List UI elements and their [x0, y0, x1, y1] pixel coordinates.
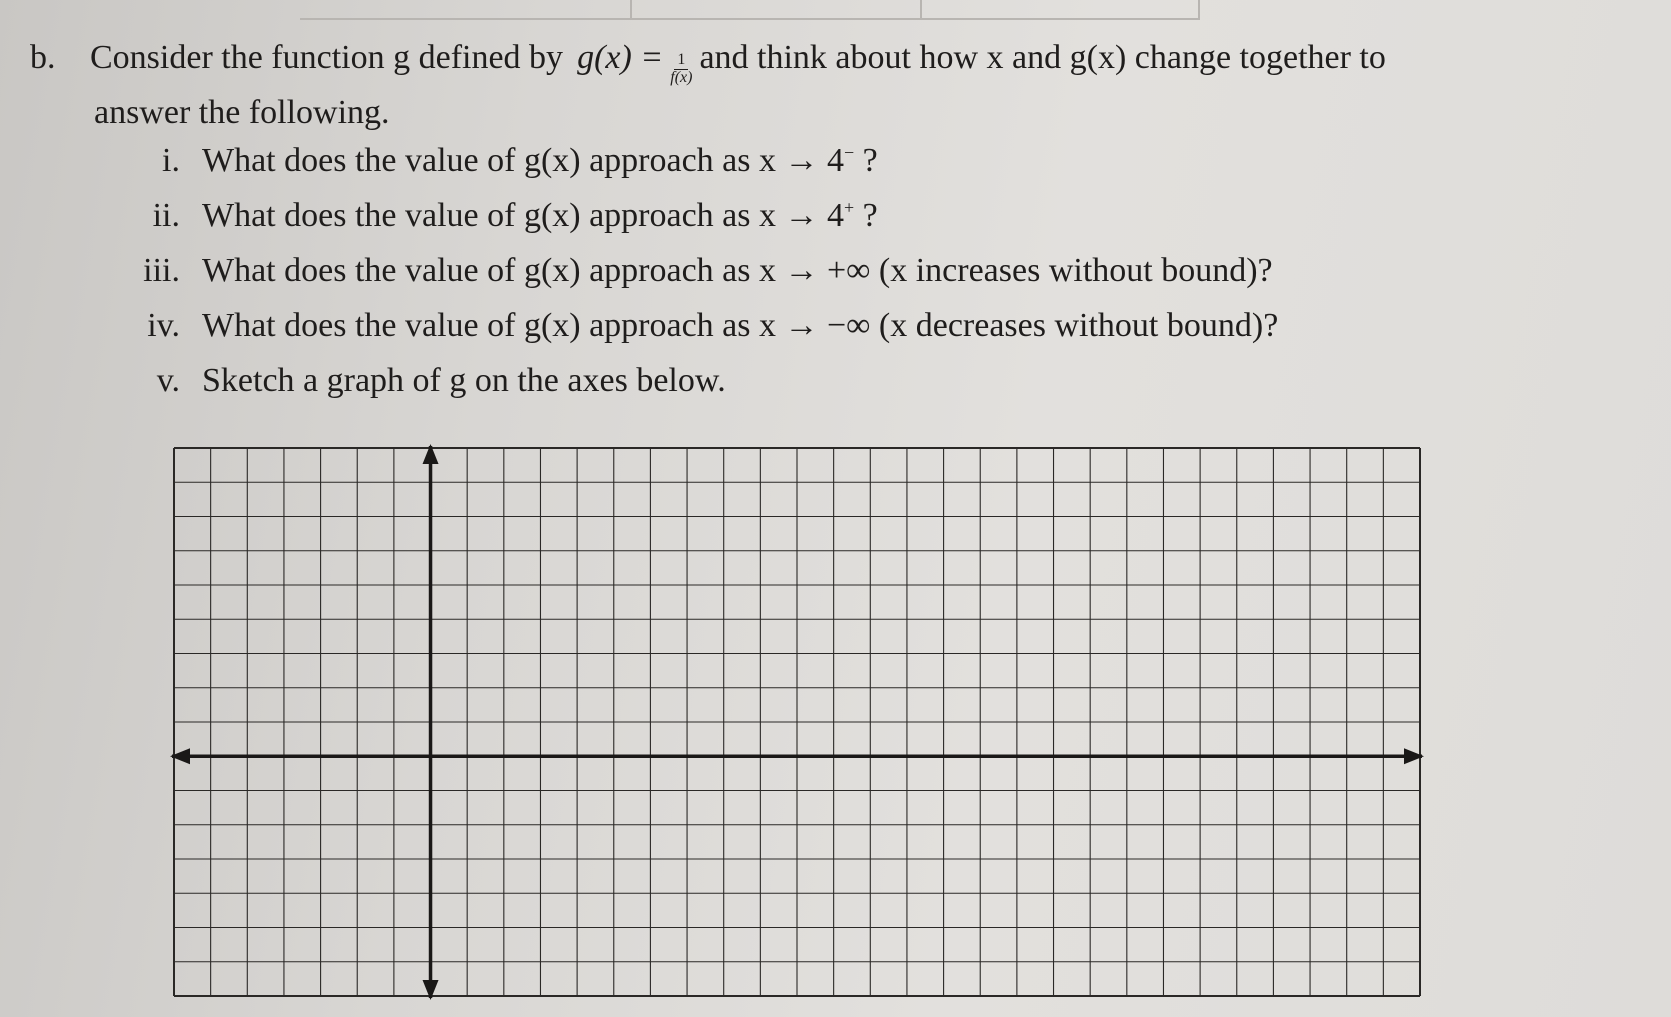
graph-grid[interactable] [168, 442, 1426, 1002]
question-number: i. [162, 142, 180, 180]
question-text: What does the value of g(x) approach as x → 4− ? [202, 142, 878, 180]
question-text: What does the value of g(x) approach as x → −∞ (x decreases without bound)? [202, 307, 1279, 345]
question-list [30, 141, 1640, 416]
intro-line [30, 38, 1640, 91]
problem-text [30, 38, 1640, 416]
question-text: What does the value of g(x) approach as x → +∞ (x increases without bound)? [202, 252, 1273, 290]
question-number: ii. [152, 197, 180, 235]
question-text: What does the value of g(x) approach as x → 4+ ? [202, 197, 878, 235]
question-number: v. [156, 362, 180, 400]
question-item [110, 196, 1640, 251]
question-item [110, 361, 1640, 416]
g-expression: g(x) = [577, 39, 664, 76]
question-item [110, 141, 1640, 196]
question-number: iv. [147, 307, 180, 345]
top-table-edge [300, 0, 1200, 20]
intro-after: and think about how x and g(x) change together to [699, 39, 1386, 76]
part-label: b. [30, 39, 56, 76]
fraction-numerator: 1 [674, 52, 688, 70]
question-text: Sketch a graph of g on the axes below. [202, 362, 726, 400]
fraction [667, 52, 695, 87]
grid-lines [174, 448, 1420, 996]
question-item [110, 306, 1640, 361]
intro-continuation: answer the following. [94, 93, 390, 131]
intro-before: Consider the function g defined by [90, 39, 564, 76]
fraction-denominator: f(x) [670, 68, 693, 86]
question-number: iii. [143, 252, 180, 290]
question-item [110, 251, 1640, 306]
